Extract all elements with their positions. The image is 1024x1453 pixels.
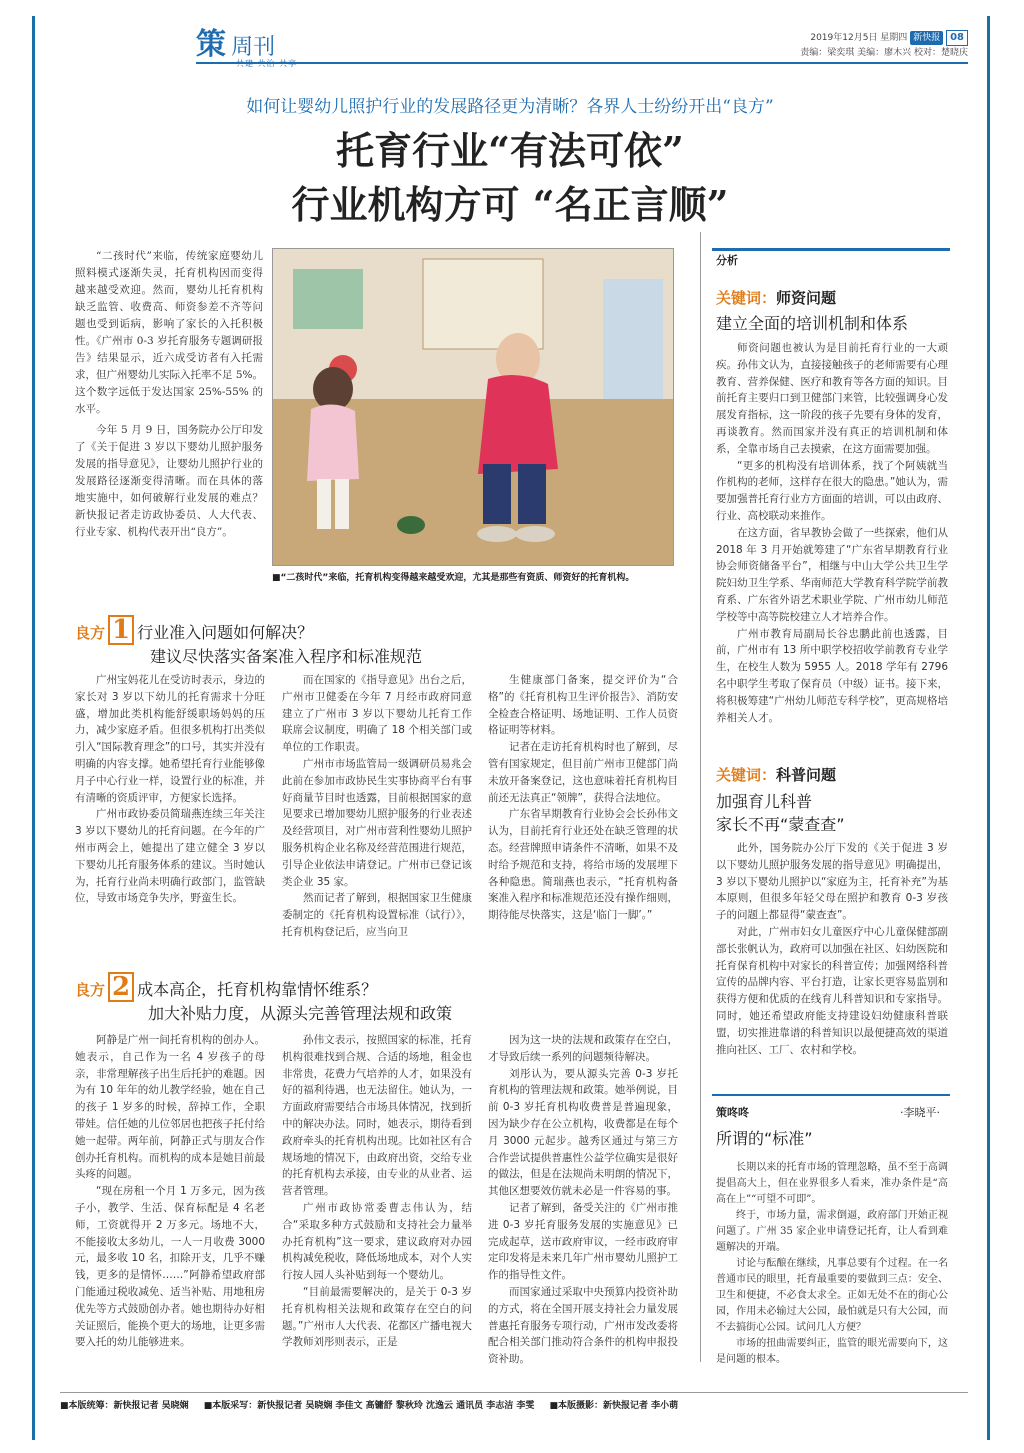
liangfang-2-col3 [488,1032,678,1368]
editor-credits: 责编：梁奕琪 美编：廖木兴 校对：楚晓庆 [800,48,968,58]
kw1-prefix: 关键词： [716,289,777,307]
kw1-para-4: 广州市教育局副局长谷忠鹏此前也透露，目前，广州市有 13 所中职学校招收学前教育专业学生，在校生人数为 5955 人。2018 学年有 2796 名中职学生考取了保育员（中级）证书。接下来，将积极筹建“广州幼儿师范专科学校”，更高规格培养相关人才。 [716,627,948,724]
lf1-col3-para-3: 广东省早期教育行业协会会长孙伟文认为，目前托育行业还处在缺乏管理的状态。经营牌照申请条件不清晰，如果不及时给予规范和支持，将给市场的发展埋下各种隐患。简瑞燕也表示，“托育机构备案准入程序和标准规范还没有操作细则，期待能尽快落实，这是‘临门一脚’。” [488,808,678,922]
column-para-1: 长期以来的托育市场的管理忽略，虽不至于高调提倡高大上，但在业界很多人看来，准办条件是“高高在上”“可望不可即”。 [716,1162,948,1205]
kw2-para-2: 对此，广州市妇女儿童医疗中心儿童保健部副部长张帆认为，政府可以加强在社区、妇幼医院和托育保育机构中对家长的科普宣传；加强网络科普宣传的品牌内容、平台打造，让家长更容易监别和获得方便和优质的在线育儿科普知识和专家指导。同时，她还希望政府能支持建设妇幼健康科普联盟，切实推进靠谱的科普知识以最便捷高效的渠道推向社区、工厂、农村和学校。 [716,925,948,1056]
kw1-para-2: “更多的机构没有培训体系，找了个阿姨就当作机构的老师，这样存在很大的隐患。”她认为，需要加强普托育行业方方面面的培训，可以由政府、行业、高校联动来推作。 [716,459,948,522]
lead-text [75,248,263,541]
lf2-col2-para-3: “目前最需要解决的，是关于 0-3 岁托育机构相关法规和政策存在空白的问题。”广州市人大代表、花都区广播电视大学教师刘彤则表示，正是 [282,1285,472,1349]
liangfang-2-tag: 良方 [75,981,106,999]
column-label: 策咚咚 [716,1106,749,1119]
lf1-col2-para-3: 然而记者了解到，根据国家卫生健康委制定的《托育机构设置标准（试行）》，托育机构登记后，应当向卫 [282,892,472,938]
header-info [650,30,968,60]
kw1-body [716,340,948,726]
logo-big: 策 [196,27,226,62]
headline-line1: 托育行业“有法可依” [336,128,684,173]
headline-subtitle: 如何让婴幼儿照护行业的发展路径更为清晰？各界人士纷纷开出“良方” [246,97,774,117]
lf2-col3-para-2: 刘彤认为，要从源头完善 0-3 岁托育机构的管理法规和政策。她举例说，目前 0-3 岁托育机构收费普是普遍现象，因为缺少存在公立机构，收费都是在每个月 3000 元起步。越秀区通过与第三方合作尝试提供普惠性公益学位确实是很好的做法，但是在法规尚未明朗的情况下，其他区想要效仿就未必是一件容易的事。 [488,1067,678,1198]
lf2-col1-para-1: 阿静是广州一间托育机构的创办人。她表示，自己作为一名 4 岁孩子的母亲，非常理解孩子出生后托护的难题。因为有 10 年年的幼儿教学经验，她在自己的孩子 1 岁多的时候，辞掉工作，全职带娃。信任她的儿位邻居也把孩子托付给她一起带。两年前，阿静正式与朋友合作创办托育机构。而机构的成本是她目前最头疼的问题。 [75,1034,265,1181]
header-rule [196,62,968,64]
liangfang-2-col1 [75,1032,265,1351]
liangfang-2-col2 [282,1032,472,1351]
liangfang-1-heading [75,615,675,645]
liangfang-1-question: 行业准入问题如何解决？ [137,623,314,642]
kw2-word: 科普问题 [776,766,837,784]
liangfang-1-col1 [75,672,265,907]
liangfang-2-question: 成本高企，托育机构靠情怀维系？ [137,980,378,999]
lf1-col3-para-1: 生健康部门备案，提交评价为“合格”的《托育机构卫生评价报告》、消防安全检查合格证明、场地证明、工作人员资格证明等材料。 [488,674,678,737]
liangfang-2-heading [75,972,675,1002]
liangfang-2-answer: 加大补贴力度，从源头完善管理法规和政策 [148,1004,453,1023]
lf2-col3-para-4: 而国家通过采取中央预算内投资补助的方式，将在全国开展支持社会力量发展普惠托育服务专项行动，广州市发改委将配合相关部门推动符合条件的机构申报投资补助。 [488,1285,678,1366]
footer-rule [60,1392,968,1393]
liangfang-1-tag: 良方 [75,624,106,642]
lf2-col1-para-2: “现在房租一个月 1 万多元，因为孩子小，教学、生活、保育标配是 4 名老师，工资就得开 2 万多元。场地不大，不能接收太多幼儿，一人一月收费 3000 元，最多收 10 名，扣除开支，几乎不赚钱，更多的是情怀……”阿静希望政府部门能通过税收减免、适当补贴、用地租房优先等方式鼓励创办者。她也期待办好相关证照后，能换个更大的场地，让更多需要入托的幼儿能够进来。 [75,1185,265,1349]
footer-photographer: ■本版摄影：新快报记者 李小萌 [549,1401,679,1411]
kw1-subtitle: 建立全面的培训机制和体系 [716,314,909,333]
lf2-col2-para-2: 广州市政协常委曹志伟认为，结合“采取多种方式鼓励和支持社会力量举办托育机构”这一要求，建议政府对办园机构减免税收，降低场地成本，对个人实行按人园人头补贴到每一个婴幼儿。 [282,1201,472,1282]
kw2-para-1: 此外，国务院办公厅下发的《关于促进 3 岁以下婴幼儿照护服务发展的指导意见》明确提出，3 岁以下婴幼儿照护以“家庭为主，托育补充”为基本原则，但很多年轻父母在照护和教育 0-3 岁孩子的问题上都显得“蒙查查”。 [716,842,948,922]
liangfang-1-col2 [282,672,472,941]
logo-small: 周刊 [231,35,276,60]
lf1-col2-para-2: 广州市市场监管局一级调研员易兆会此前在参加市政协民生实事协商平台有事好商量节目时也透露，目前根据国家的意见要求已增加婴幼儿照护服务的行业表述及经营项目，对广州市营利性婴幼儿照护服务机构企业名称及经营范围进行规范，引导企业依法申请登记。广州市已登记该类企业 35 家。 [282,757,472,888]
lf1-col1-para-1: 广州宝妈花儿在受访时表示，身边的家长对 3 岁以下幼儿的托育需求十分旺盛，增加此类机构能舒缓职场妈妈的压力，减少家庭矛盾。但很多机构打出类似引入“国际教育理念”的口号，其实并没有明确的内容支撑。她希望托育行业能够像月子中心行业一样，设置行业的标准，并有清晰的资质评审，方便家长选择。 [75,674,265,804]
footer-credits [60,1398,678,1411]
kw1-word: 师资问题 [776,289,837,307]
page-number: 08 [946,30,968,46]
kw1-para-3: 在这方面，省早教协会做了一些探索，他们从 2018 年 3 月开始就筹建了“广东省早期教育行业协会师资储备平台”，相继与中山大学公共卫生学院妇幼卫生学系、华南师范大学教育科学院学前教育系、广东省外语艺术职业学院、广州市幼儿师范学校等中高等院校建立人才培养合作。 [716,526,948,623]
lf1-col3-para-2: 记者在走访托育机构时也了解到，尽管有国家规定，但目前广州市卫健部门尚未放开备案登记，这也意味着托育机构目前还无法真正“领牌”，获得合法地位。 [488,741,678,804]
column-para-2: 终于，市场力量，需求倒逼，政府部门开始正视问题了。广州 35 家企业申请登记托育，让人看到难题解决的开端。 [716,1210,948,1253]
lf2-col3-para-1: 因为这一块的法规和政策存在空白，才导致后续一系列的问题频待解决。 [488,1034,678,1063]
lf1-col2-para-1: 而在国家的《指导意见》出台之后，广州市卫健委在今年 7 月经市政府同意建立了广州市 3 岁以下婴幼儿托育工作联席会议制度，明确了 18 个相关部门或单位的工作职责。 [282,674,472,754]
lead-paragraph-2: 今年 5 月 9 日，国务院办公厅印发了《关于促进 3 岁以下婴幼儿照护服务发展的指导意见》，让婴幼儿照护行业的发展路径逐渐变得清晰。而在具体的落地实施中，如何破解行业发展的难点？新快报记者走访政协委员、人大代表、行业专家、机构代表开出“良方”。 [75,424,263,538]
liangfang-1-number: 1 [108,615,134,645]
liangfang-2-number: 2 [108,972,134,1002]
column-divider [700,232,701,1362]
issue-date: 2019年12月5日 星期四 [810,33,908,43]
column-para-3: 讨论与酝酿在继续，凡事总要有个过程。在一名普通市民的眼里，托育最重要的要做到三点：安全、卫生和便捷，不必食太求全。正如无处不在的街心公园，作用未必输过大公园，最怕就是只有大公园，而不去搞街心公园。试问几人方便？ [716,1258,948,1333]
footer-writers: ■本版采写：新快报记者 吴晓娴 李佳文 高镛舒 黎秋玲 沈逸云 通讯员 李志洁 李雯 [203,1401,535,1411]
kw2-subtitle-2: 家长不再“蒙查查” [716,815,845,834]
kw2-prefix: 关键词： [716,766,777,784]
footer-planner: ■本版统筹：新快报记者 吴晓娴 [60,1401,189,1411]
lf2-col3-para-3: 记者了解到，备受关注的《广州市推进 0-3 岁托育服务发展的实施意见》已完成起草，送市政府审议，一经市政府审定印发将是未来几年广州市婴幼儿照护工作的指导性文件。 [488,1201,678,1282]
kw2-heading [716,764,836,785]
column-author: ·李晓平· [900,1106,940,1119]
photo-illustration [273,249,674,566]
kw1-para-1: 师资问题也被认为是目前托育行业的一大顽疾。孙伟文认为，直接接触孩子的老师需要有心理教育、营养保健、医疗和教育等各方面的知识。目前托育主要归口到卫健部门来管，比较强调身心发展发育指标，这一阶段的孩子先要有身体的发育，再谈教育。然而国家并没有真正的培训机制和体系，全靠市场自己去摸索，在这方面需要加强。 [716,342,948,455]
paper-badge: 新快报 [910,31,943,45]
column-para-4: 市场的扭曲需要纠正，监管的眼光需要向下，这是问题的根本。 [716,1338,948,1365]
kw1-heading [716,287,836,308]
analysis-label: 分析 [716,254,738,267]
column-body [716,1160,948,1368]
lf2-col2-para-1: 孙伟文表示，按照国家的标准，托育机构很难找到合规、合适的场地，租金也非常贵，花费力气培养的人才，如果没有好的福利待遇，也无法留住。她认为，一方面政府需要结合市场具体情况，找到折中的解决办法。同时，她表示，期待看到政府牵头的托育机构出现。比如社区有合规场地的情况下，由政府出资，交给专业的托育机构去承接，由专业的从业者、运营者管理。 [282,1034,472,1198]
liangfang-1-answer: 建议尽快落实备案准入程序和标准规范 [150,647,423,666]
column-title: 所谓的“标准” [716,1129,813,1148]
photo-caption: ■“二孩时代”来临，托育机构变得越来越受欢迎，尤其是那些有资质、师资好的托育机构。 [272,573,635,583]
column-bar [712,1094,950,1096]
kw2-body [716,840,948,1058]
news-photo [272,248,674,566]
lf1-col1-para-2: 广州市政协委员简瑞燕连续三年关注 3 岁以下婴幼儿的托育问题。在今年的广州市两会上，她提出了建立健全 3 岁以下婴幼儿托育服务体系的建议。当时她认为，托育行业尚未明确行政部门，监管缺位，导致市场竞争失序，野蛮生长。 [75,808,265,905]
liangfang-1-col3 [488,672,678,924]
analysis-bar [712,248,950,251]
lead-paragraph-1: “二孩时代”来临，传统家庭婴幼儿照料模式逐渐失灵，托育机构因而变得越来越受欢迎。然而，婴幼儿托育机构缺乏监管、收费高、师资参差不齐等问题也受到诟病，影响了家长的入托积极性。《广州市 0-3 岁托育服务专题调研报告》结果显示，近六成受访者有入托需求，但广州婴幼儿实际入托率不足 5%。这个数字远低于发达国家 25%-55% 的水平。 [75,250,263,415]
kw2-subtitle-1: 加强育儿科普 [716,792,813,811]
headline-line2: 行业机构方可 “名正言顺” [291,182,729,227]
